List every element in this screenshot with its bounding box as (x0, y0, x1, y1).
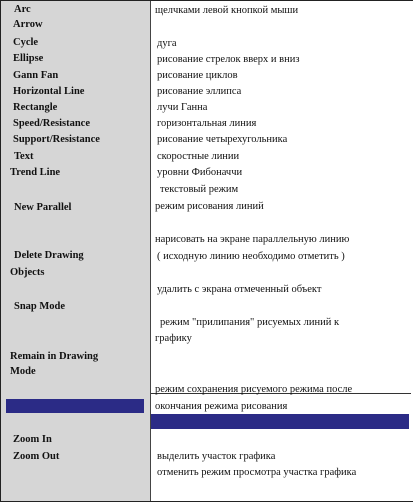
term-arrow: Arrow (13, 19, 43, 30)
desc-line: горизонтальная линия (157, 118, 257, 129)
term-rectangle: Rectangle (13, 102, 58, 113)
term-gann-fan: Gann Fan (13, 70, 59, 81)
desc-line: текстовый режим (160, 184, 239, 195)
desc-line: выделить участок графика (157, 451, 276, 462)
desc-line: лучи Ганна (157, 102, 208, 113)
term-remain-in-drawing: Remain in Drawing (10, 351, 99, 362)
term-objects: Objects (10, 267, 45, 278)
desc-line: отменить режим просмотра участка графика (157, 467, 357, 478)
term-cycle: Cycle (13, 37, 39, 48)
desc-line: режим рисования линий (155, 201, 264, 212)
desc-line: рисование четырехугольника (157, 134, 288, 145)
desc-line: уровни Фибоначчи (157, 167, 243, 178)
desc-line: режим сохранения рисуемого режима после (155, 384, 353, 395)
desc-line: удалить с экрана отмеченный объект (157, 284, 322, 295)
desc-line: нарисовать на экране параллельную линию (155, 234, 350, 245)
term-zoom-in: Zoom In (13, 434, 52, 445)
desc-line: рисование стрелок вверх и вниз (157, 54, 300, 65)
term-ellipse: Ellipse (13, 53, 44, 64)
desc-line: рисование циклов (157, 70, 238, 81)
highlight-bar-left (6, 399, 144, 413)
term-zoom-out: Zoom Out (13, 451, 60, 462)
term-delete-drawing: Delete Drawing (14, 250, 84, 261)
term-speed-resistance: Speed/Resistance (13, 118, 90, 129)
desc-line: рисование эллипса (157, 86, 242, 97)
term-mode: Mode (10, 366, 36, 377)
term-horizontal-line: Horizontal Line (13, 86, 85, 97)
desc-line: скоростные линии (157, 151, 240, 162)
term-trend-line: Trend Line (10, 167, 61, 178)
desc-line: щелчками левой кнопкой мыши (155, 5, 299, 16)
desc-line: ( исходную линию необходимо отметить ) (157, 251, 345, 262)
desc-line: графику (155, 333, 192, 344)
term-new-parallel: New Parallel (14, 202, 72, 213)
desc-line: режим "прилипания" рисуемых линий к (160, 317, 340, 328)
term-support-resistance: Support/Resistance (13, 134, 100, 145)
highlight-bar-right (151, 414, 409, 429)
desc-line: дуга (157, 38, 177, 49)
term-text: Text (14, 151, 34, 162)
term-snap-mode: Snap Mode (14, 301, 66, 312)
term-arc: Arc (14, 4, 31, 15)
desc-line: окончания режима рисования (155, 401, 288, 412)
